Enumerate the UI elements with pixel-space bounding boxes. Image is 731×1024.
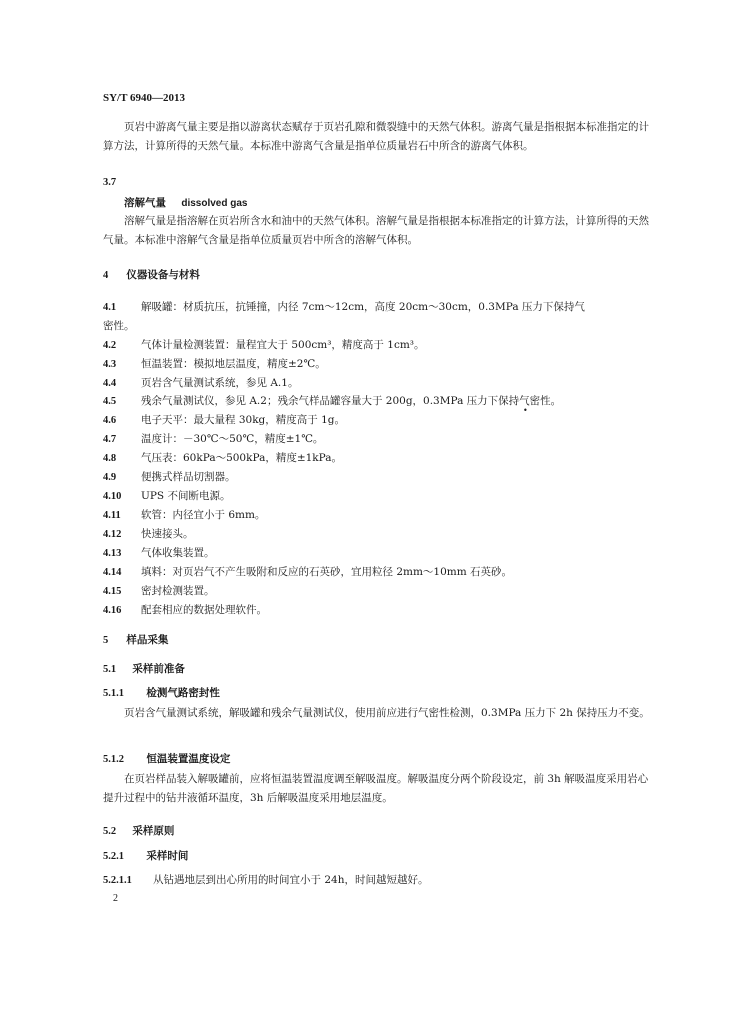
item-text: 填料：对页岩气不产生吸附和反应的石英砂，宜用粒径 2mm～10mm 石英砂。 bbox=[141, 566, 513, 578]
section-title: 采样原则 bbox=[132, 825, 175, 837]
paragraph-text: 页岩含气量测试系统，解吸罐和残余气量测试仪，使用前应进行气密性检测，0.3MPa 压力下 2h 保持压力不变。 bbox=[124, 707, 650, 719]
item-text: 残余气量测试仪，参见 A.2；残余气样品罐容量大于 200g，0.3MPa 压力下保持气密性。 bbox=[141, 395, 562, 407]
section-5-1-1-heading bbox=[103, 685, 220, 700]
item-number: 4.9 bbox=[103, 472, 117, 483]
section-number: 5.2 bbox=[103, 826, 117, 837]
item-number: 4.15 bbox=[103, 586, 122, 597]
list-item bbox=[103, 507, 265, 522]
clause-number: 3.7 bbox=[103, 177, 117, 188]
item-number: 4.12 bbox=[103, 529, 122, 540]
paragraph-dissolved-gas bbox=[103, 212, 651, 250]
section-title: 检测气路密封性 bbox=[146, 687, 220, 699]
term-heading bbox=[124, 195, 247, 210]
paragraph-temperature bbox=[103, 770, 651, 808]
section-5-2-1-1-item bbox=[103, 872, 428, 887]
list-item bbox=[103, 488, 230, 503]
paragraph-text: 溶解气量是指溶解在页岩所含水和油中的天然气体积。溶解气量是指根据本标准指定的计算方法，计算所得的天然气量。本标准中溶解气含量是指单位质量页岩中所含的溶解气体积。 bbox=[103, 215, 649, 246]
item-text: 温度计：－30℃～50℃，精度±1℃。 bbox=[141, 433, 324, 445]
item-text: 电子天平：最大量程 30kg，精度高于 1g。 bbox=[141, 414, 346, 426]
item-number: 4.4 bbox=[103, 378, 117, 389]
list-item bbox=[103, 602, 267, 617]
section-title: 样品采集 bbox=[126, 634, 169, 646]
term-zh: 溶解气量 bbox=[124, 197, 166, 209]
list-item bbox=[103, 412, 345, 427]
page-number: 2 bbox=[113, 893, 118, 904]
list-item bbox=[103, 469, 236, 484]
section-5-2-heading bbox=[103, 823, 174, 838]
section-title: 恒温装置温度设定 bbox=[146, 753, 231, 765]
section-number: 5 bbox=[103, 635, 109, 646]
list-item bbox=[103, 393, 561, 408]
paragraph-free-gas bbox=[103, 118, 651, 156]
item-number: 4.1 bbox=[103, 302, 117, 313]
item-text: 解吸罐：材质抗压，抗锤撞，内径 7cm～12cm，高度 20cm～30cm，0.3MPa 压力下保持气 bbox=[141, 301, 585, 313]
section-5-1-2-heading bbox=[103, 751, 230, 766]
item-number: 4.6 bbox=[103, 415, 117, 426]
item-text: 恒温装置：模拟地层温度，精度±2℃。 bbox=[141, 358, 326, 370]
stray-mark: • bbox=[523, 406, 528, 415]
item-number: 4.5 bbox=[103, 396, 117, 407]
item-text: 便携式样品切割器。 bbox=[141, 471, 236, 483]
item-text: 气体计量检测装置：量程宜大于 500cm³，精度高于 1cm³。 bbox=[141, 339, 425, 351]
section-4-heading bbox=[103, 267, 200, 282]
section-3-7-number bbox=[103, 176, 116, 188]
section-title: 采样时间 bbox=[146, 850, 189, 862]
section-number: 5.1.1 bbox=[103, 688, 124, 699]
section-5-2-1-heading bbox=[103, 848, 188, 863]
section-number: 4 bbox=[103, 270, 109, 281]
item-text: 软管：内径宜小于 6mm。 bbox=[141, 509, 266, 521]
list-item bbox=[103, 583, 215, 598]
list-item bbox=[103, 545, 215, 560]
item-text: 气压表：60kPa～500kPa，精度±1kPa。 bbox=[141, 452, 343, 464]
list-item bbox=[103, 526, 194, 541]
list-item bbox=[103, 356, 326, 371]
item-text: 快速接头。 bbox=[141, 528, 194, 540]
item-number: 4.16 bbox=[103, 605, 122, 616]
item-number: 4.14 bbox=[103, 567, 122, 578]
item-number: 4.11 bbox=[103, 510, 121, 521]
item-text: 页岩含气量测试系统，参见 A.1。 bbox=[141, 377, 299, 389]
item-number: 4.13 bbox=[103, 548, 122, 559]
item-text: 密封检测装置。 bbox=[141, 585, 215, 597]
list-item bbox=[103, 337, 425, 352]
item-number: 5.2.1.1 bbox=[103, 875, 132, 886]
section-title: 采样前准备 bbox=[132, 663, 185, 675]
item-text: 气体收集装置。 bbox=[141, 547, 215, 559]
list-item bbox=[103, 375, 298, 390]
item-text: UPS 不间断电源。 bbox=[141, 490, 231, 502]
item-text: 从钻遇地层到出心所用的时间宜小于 24h，时间越短越好。 bbox=[153, 874, 429, 886]
list-item bbox=[103, 299, 585, 314]
list-item-continuation bbox=[103, 318, 135, 333]
section-title: 仪器设备与材料 bbox=[126, 269, 200, 281]
term-en: dissolved gas bbox=[181, 198, 248, 209]
section-number: 5.1.2 bbox=[103, 754, 124, 765]
item-text: 配套相应的数据处理软件。 bbox=[141, 604, 267, 616]
item-number: 4.2 bbox=[103, 340, 117, 351]
item-number: 4.10 bbox=[103, 491, 122, 502]
paragraph-seal-check bbox=[103, 704, 651, 723]
item-number: 4.3 bbox=[103, 359, 117, 370]
section-number: 5.2.1 bbox=[103, 851, 124, 862]
standard-code-header: SY/T 6940—2013 bbox=[103, 92, 186, 104]
section-5-heading bbox=[103, 632, 168, 647]
paragraph-text: 页岩中游离气量主要是指以游离状态赋存于页岩孔隙和微裂缝中的天然气体积。游离气量是指根据本标准指定的计算方法，计算所得的天然气量。本标准中游离气含量是指单位质量岩石中所含的游离气体积。 bbox=[103, 121, 649, 152]
section-5-1-heading bbox=[103, 661, 185, 676]
list-item bbox=[103, 564, 512, 579]
item-text-cont: 密性。 bbox=[103, 320, 135, 332]
list-item bbox=[103, 431, 323, 446]
list-item bbox=[103, 450, 342, 465]
item-number: 4.8 bbox=[103, 453, 117, 464]
paragraph-text: 在页岩样品装入解吸罐前，应将恒温装置温度调至解吸温度。解吸温度分两个阶段设定，前 3h 解吸温度采用岩心提升过程中的钻井液循环温度，3h 后解吸温度采用地层温度。 bbox=[103, 773, 649, 804]
item-number: 4.7 bbox=[103, 434, 117, 445]
section-number: 5.1 bbox=[103, 664, 117, 675]
